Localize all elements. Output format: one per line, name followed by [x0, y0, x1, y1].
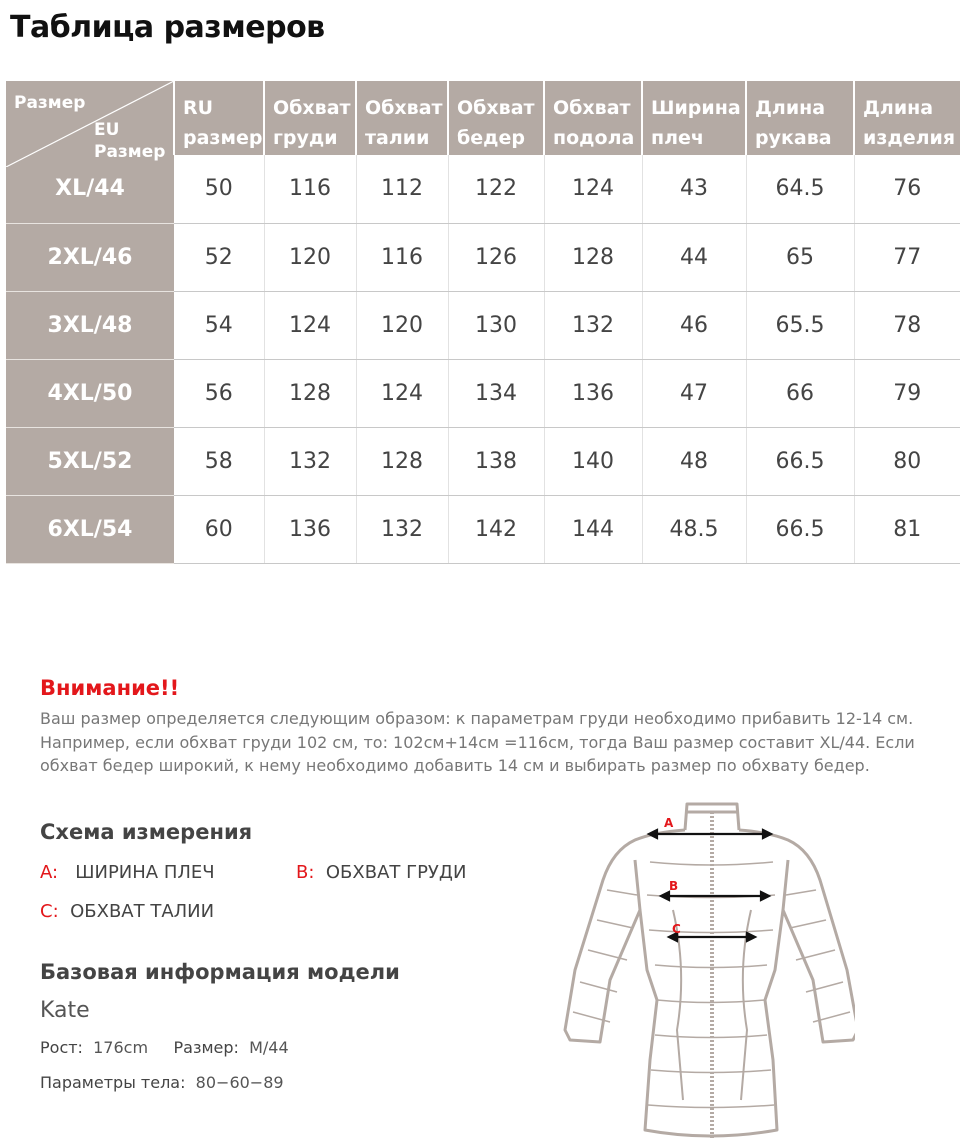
column-header	[746, 81, 854, 155]
measure-a-text: ШИРИНА ПЛЕЧ	[75, 862, 215, 883]
table-cell: 128	[544, 223, 642, 291]
column-header-line-2: груди	[273, 127, 338, 149]
column-header-line-2: размер	[183, 127, 263, 149]
model-body-params	[40, 1073, 284, 1092]
table-cell: 144	[544, 495, 642, 563]
table-cell: 126	[448, 223, 544, 291]
measure-c-text: ОБХВАТ ТАЛИИ	[70, 901, 215, 922]
table-body	[6, 155, 960, 563]
table-cell: 47	[642, 359, 746, 427]
height-label: Рост:	[40, 1038, 83, 1057]
size-note: Ваш размер определяется следующим образом: к параметрам груди необходимо прибавить 12-14 см. Например, если обхват груди 102 см, то: 102см+14см =116см, тогда Ваш размер составит XL/44. Если обхват бедер широкий, к нему необходимо добавить 14 см и выбирать размер по обхвату бедер.	[40, 709, 915, 775]
size-label-cell: 6XL/54	[6, 495, 174, 563]
table-cell: 81	[854, 495, 960, 563]
params-label: Параметры тела:	[40, 1073, 186, 1092]
size-table	[6, 81, 960, 564]
table-cell: 66.5	[746, 427, 854, 495]
column-header	[356, 81, 448, 155]
table-cell: 132	[356, 495, 448, 563]
table-cell: 79	[854, 359, 960, 427]
corner-bottom-line-1: EU	[94, 120, 120, 140]
attention-heading: Внимание!!	[40, 676, 180, 700]
jacket-measurement-diagram	[555, 800, 855, 1145]
table-cell: 43	[642, 155, 746, 223]
table-cell: 132	[264, 427, 356, 495]
column-header-line-1: Обхват	[553, 97, 631, 119]
column-header-line-2: изделия	[863, 127, 956, 149]
table-cell: 80	[854, 427, 960, 495]
table-cell: 54	[174, 291, 264, 359]
table-cell: 65.5	[746, 291, 854, 359]
table-cell: 136	[264, 495, 356, 563]
column-header	[174, 81, 264, 155]
measure-b	[296, 862, 466, 883]
params-value: 80−60−89	[195, 1073, 284, 1092]
table-cell: 116	[264, 155, 356, 223]
size-label-cell: XL/44	[6, 155, 174, 223]
table-cell: 138	[448, 427, 544, 495]
column-header-line-2: рукава	[755, 127, 832, 149]
corner-bottom-line-2: Размер	[94, 142, 166, 162]
model-size-label: Размер:	[173, 1038, 239, 1057]
model-height-size	[40, 1038, 289, 1057]
table-cell: 124	[544, 155, 642, 223]
table-cell: 124	[356, 359, 448, 427]
table-cell: 122	[448, 155, 544, 223]
table-cell: 140	[544, 427, 642, 495]
table-cell: 116	[356, 223, 448, 291]
page-title: Таблица размеров	[10, 10, 325, 45]
table-cell: 48	[642, 427, 746, 495]
table-row	[6, 359, 960, 427]
column-header-line-2: плеч	[651, 127, 704, 149]
measure-b-text: ОБХВАТ ГРУДИ	[325, 862, 467, 883]
column-header	[642, 81, 746, 155]
column-header-line-1: Ширина	[651, 97, 741, 119]
table-cell: 77	[854, 223, 960, 291]
column-header-line-2: бедер	[457, 127, 525, 149]
table-cell: 134	[448, 359, 544, 427]
table-row	[6, 291, 960, 359]
table-row	[6, 223, 960, 291]
table-cell: 66.5	[746, 495, 854, 563]
table-cell: 64.5	[746, 155, 854, 223]
measure-a	[40, 862, 215, 883]
table-header-row	[6, 81, 960, 155]
measure-c-letter: C:	[40, 901, 59, 922]
column-header	[544, 81, 642, 155]
table-cell: 65	[746, 223, 854, 291]
table-cell: 78	[854, 291, 960, 359]
corner-header	[6, 81, 174, 162]
column-header-line-1: Длина	[755, 97, 826, 119]
table-cell: 124	[264, 291, 356, 359]
diagram-label-c: C	[672, 922, 681, 936]
column-header-line-1: Обхват	[273, 97, 351, 119]
table-cell: 142	[448, 495, 544, 563]
table-cell: 132	[544, 291, 642, 359]
column-header-line-2: подола	[553, 127, 635, 149]
table-cell: 66	[746, 359, 854, 427]
table-cell: 128	[264, 359, 356, 427]
model-size-value: M/44	[249, 1038, 289, 1057]
table-cell: 60	[174, 495, 264, 563]
diagram-label-a: A	[664, 816, 674, 830]
table-row	[6, 427, 960, 495]
column-header-line-1: Длина	[863, 97, 934, 119]
table-cell: 52	[174, 223, 264, 291]
corner-top-label: Размер	[14, 93, 86, 113]
size-label-cell: 2XL/46	[6, 223, 174, 291]
size-label-cell: 5XL/52	[6, 427, 174, 495]
measure-b-letter: B:	[296, 862, 315, 883]
size-label-cell: 4XL/50	[6, 359, 174, 427]
size-label-cell: 3XL/48	[6, 291, 174, 359]
height-value: 176cm	[93, 1038, 149, 1057]
table-cell: 120	[264, 223, 356, 291]
table-cell: 120	[356, 291, 448, 359]
column-header-line-1: RU	[183, 97, 214, 119]
table-cell: 46	[642, 291, 746, 359]
column-header	[854, 81, 960, 155]
diagram-label-b: B	[669, 879, 679, 893]
column-header-line-1: Обхват	[457, 97, 535, 119]
model-name: Kate	[40, 998, 90, 1023]
table-cell: 44	[642, 223, 746, 291]
column-header	[264, 81, 356, 155]
table-cell: 128	[356, 427, 448, 495]
table-cell: 136	[544, 359, 642, 427]
table-row	[6, 495, 960, 563]
measurement-scheme-heading: Схема измерения	[40, 820, 253, 844]
table-cell: 48.5	[642, 495, 746, 563]
table-cell: 56	[174, 359, 264, 427]
table-cell: 50	[174, 155, 264, 223]
column-header-line-2: талии	[365, 127, 430, 149]
table-cell: 58	[174, 427, 264, 495]
table-cell: 76	[854, 155, 960, 223]
column-header-line-1: Обхват	[365, 97, 443, 119]
corner-bottom-label	[94, 119, 165, 163]
model-info-heading: Базовая информация модели	[40, 960, 400, 984]
column-header	[448, 81, 544, 155]
measure-a-letter: A:	[40, 862, 59, 883]
table-cell: 130	[448, 291, 544, 359]
measure-c	[40, 901, 214, 922]
table-cell: 112	[356, 155, 448, 223]
